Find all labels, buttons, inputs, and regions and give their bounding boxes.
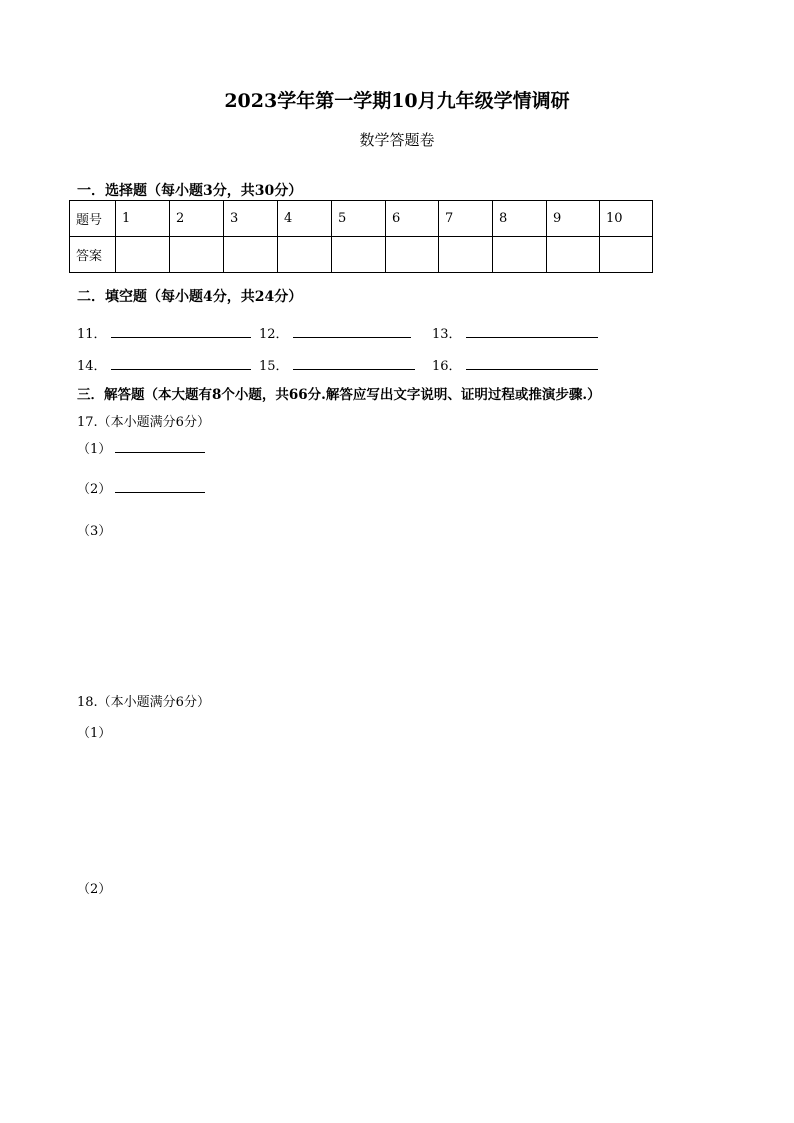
question-18-part-1: （1） xyxy=(77,726,112,741)
blank-number: 14． xyxy=(77,359,107,374)
blank-number: 15． xyxy=(259,359,289,374)
question-number-cell: 5 xyxy=(332,201,386,237)
question-17-part-3: （3） xyxy=(77,524,112,539)
answer-table xyxy=(69,200,653,273)
section-3-heading: 三．解答题（本大题有8个小题，共66分.解答应写出文字说明、证明过程或推演步骤.） xyxy=(77,387,601,403)
row-label-question-number: 题号 xyxy=(70,201,116,237)
section-2-heading: 二．填空题（每小题4分，共24分） xyxy=(77,289,303,305)
answer-line[interactable] xyxy=(466,355,598,370)
fill-blank-15 xyxy=(259,355,415,374)
question-17-part-1 xyxy=(77,438,205,457)
answer-line[interactable] xyxy=(293,355,415,370)
question-number-cell: 10 xyxy=(600,201,653,237)
part-label: （1） xyxy=(77,442,112,457)
part-label: （2） xyxy=(77,482,112,497)
answer-line[interactable] xyxy=(115,438,205,453)
answer-cell[interactable] xyxy=(386,237,439,273)
fill-blank-11 xyxy=(77,323,251,342)
question-18-title: 18.（本小题满分6分） xyxy=(77,695,210,710)
question-number-cell: 8 xyxy=(493,201,547,237)
answer-cell[interactable] xyxy=(439,237,493,273)
answer-cell[interactable] xyxy=(278,237,332,273)
answer-line[interactable] xyxy=(293,323,411,338)
question-18-part-2: （2） xyxy=(77,882,112,897)
fill-blank-13 xyxy=(432,323,598,342)
answer-line[interactable] xyxy=(111,323,251,338)
answer-cell[interactable] xyxy=(170,237,224,273)
question-number-cell: 2 xyxy=(170,201,224,237)
question-number-cell: 7 xyxy=(439,201,493,237)
fill-blank-16 xyxy=(432,355,598,374)
table-row-numbers xyxy=(70,201,653,237)
answer-line[interactable] xyxy=(111,355,251,370)
question-17-part-2 xyxy=(77,478,205,497)
question-number-cell: 6 xyxy=(386,201,439,237)
answer-cell[interactable] xyxy=(600,237,653,273)
fill-blank-12 xyxy=(259,323,411,342)
answer-cell[interactable] xyxy=(224,237,278,273)
page-subtitle: 数学答题卷 xyxy=(359,131,435,149)
blank-number: 11． xyxy=(77,327,107,342)
section-1-heading: 一．选择题（每小题3分，共30分） xyxy=(77,183,303,199)
question-number-cell: 9 xyxy=(547,201,600,237)
blank-number: 16． xyxy=(432,359,462,374)
fill-blank-14 xyxy=(77,355,251,374)
page-title: 2023学年第一学期10月九年级学情调研 xyxy=(224,90,570,112)
question-number-cell: 1 xyxy=(116,201,170,237)
answer-line[interactable] xyxy=(466,323,598,338)
answer-cell[interactable] xyxy=(493,237,547,273)
answer-line[interactable] xyxy=(115,478,205,493)
blank-number: 12． xyxy=(259,327,289,342)
question-number-cell: 4 xyxy=(278,201,332,237)
blank-number: 13． xyxy=(432,327,462,342)
table-row-answers xyxy=(70,237,653,273)
question-17-title: 17.（本小题满分6分） xyxy=(77,415,210,430)
answer-cell[interactable] xyxy=(116,237,170,273)
question-number-cell: 3 xyxy=(224,201,278,237)
row-label-answer: 答案 xyxy=(70,237,116,273)
answer-cell[interactable] xyxy=(332,237,386,273)
answer-cell[interactable] xyxy=(547,237,600,273)
